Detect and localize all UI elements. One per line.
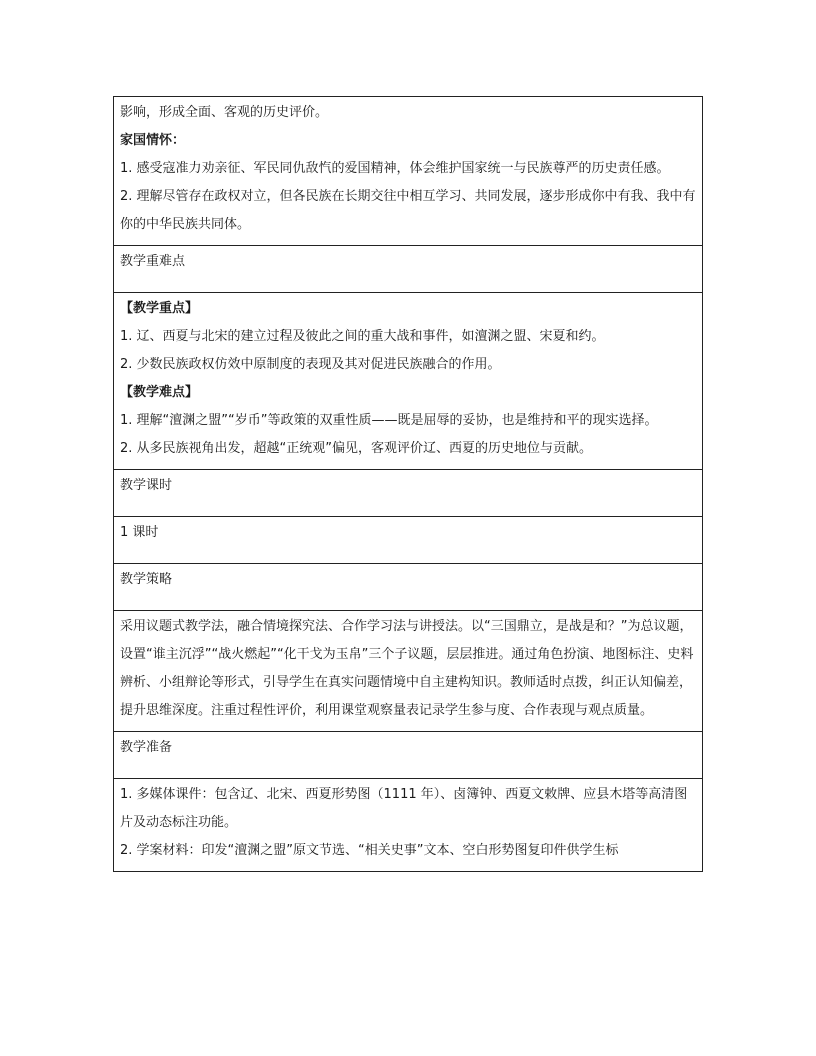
strategy-text: 采用议题式教学法，融合情境探究法、合作学习法与讲授法。以“三国鼎立，是战是和？”为总议题，设置“谁主沉浮”“战火燃起”“化干戈为玉帛”三个子议题，层层推进。通过角色扮演、地图标注、史料辨析、小组辩论等形式，引导学生在真实问题情境中自主建构知识。教师适时点拨，纠正认知偏差，提升思维深度。注重过程性评价，利用课堂观察量表记录学生参与度、合作表现与观点质量。 [120,619,694,718]
prep-item: 1. 多媒体课件：包含辽、北宋、西夏形势图（1111 年）、卤簿钟、西夏文敕牌、应县木塔等高清图片及动态标注功能。 [120,787,688,830]
difficult-points-heading: 【教学难点】 [120,385,199,400]
strategy-title: 教学策略 [114,564,703,611]
key-points-heading: 【教学重点】 [120,301,199,316]
prep-cell [114,779,703,872]
difficult-point-item: 2. 从多民族视角出发，超越“正统观”偏见，客观评价辽、西夏的历史地位与贡献。 [120,441,593,456]
objectives-cell [114,97,703,246]
difficult-point-item: 1. 理解“澶渊之盟”“岁币”等政策的双重性质——既是屈辱的妥协，也是维持和平的现实选择。 [120,413,658,428]
prep-title: 教学准备 [114,732,703,779]
patriotism-item: 1. 感受寇准力劝亲征、军民同仇敌忾的爱国精神，体会维护国家统一与民族尊严的历史责任感。 [120,161,670,176]
key-point-item: 2. 少数民族政权仿效中原制度的表现及其对促进民族融合的作用。 [120,357,501,372]
prep-item: 2. 学案材料：印发“澶渊之盟”原文节选、“相关史事”文本、空白形势图复印件供学生标 [120,843,619,858]
hours-value: 1 课时 [114,517,703,564]
strategy-cell [114,611,703,732]
focus-title: 教学重难点 [114,246,703,293]
lesson-plan-table [113,96,703,872]
hours-title: 教学课时 [114,470,703,517]
patriotism-heading: 家国情怀： [120,133,186,148]
key-point-item: 1. 辽、西夏与北宋的建立过程及彼此之间的重大战和事件，如澶渊之盟、宋夏和约。 [120,329,605,344]
focus-cell [114,293,703,470]
patriotism-item: 2. 理解尽管存在政权对立，但各民族在长期交往中相互学习、共同发展，逐步形成你中有我、我中有你的中华民族共同体。 [120,189,696,232]
objectives-continuation: 影响，形成全面、客观的历史评价。 [120,105,329,120]
